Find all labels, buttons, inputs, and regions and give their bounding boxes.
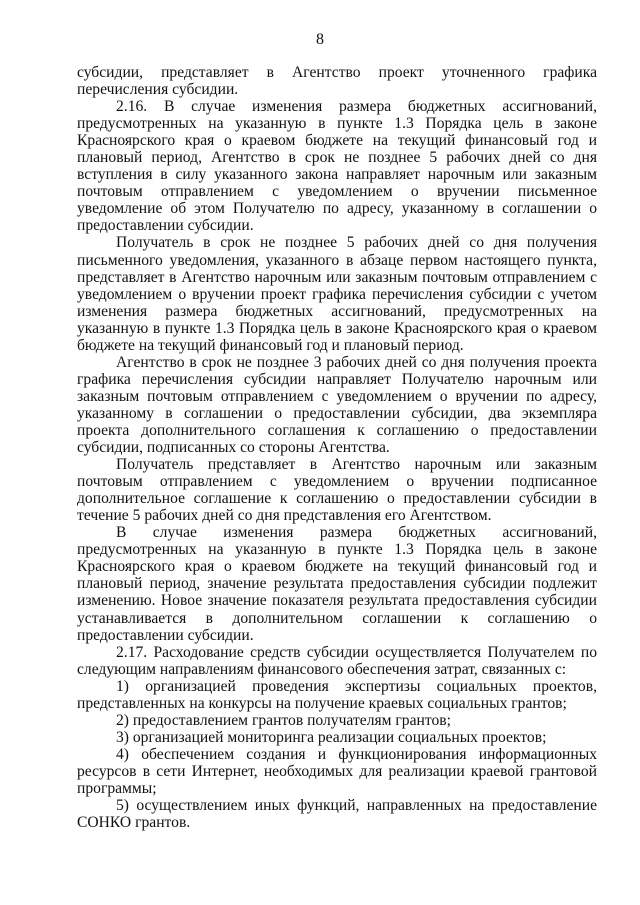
paragraph-recipient-schedule: Получатель в срок не позднее 5 рабочих дней со дня получения письменного уведомления, указанного в абзаце первом настоящего пункта, представляет в Агентство нарочным или заказным почтовым отправлением с уведомлением о вручении проект графика перечисления субсидии с учетом изменения размера бюджетных ассигнований, предусмотренных на указанную в пункте 1.3 Порядка цель в законе Красноярского края о краевом бюджете на текущий финансовый год и плановый период.	[77, 234, 597, 354]
list-item-4: 4) обеспечением создания и функционирования информационных ресурсов в сети Интернет, необходимых для реализации краевой грантовой программы;	[77, 745, 597, 797]
list-item-5: 5) осуществлением иных функций, направленных на предоставление СОНКО грантов.	[77, 797, 597, 832]
paragraph-continuation: субсидии, представляет в Агентство проект уточненного графика перечисления субсидии.	[77, 64, 597, 99]
page-number: 8	[316, 31, 324, 48]
list-item-3: 3) организацией мониторинга реализации социальных проектов;	[116, 728, 547, 746]
paragraph-agency-agreement: Агентство в срок не позднее 3 рабочих дней со дня получения проекта графика перечисления субсидии направляет Получателю нарочным или заказным почтовым отправлением с уведомлением о вручении по адресу, указанному в соглашении о предоставлении субсидии, два экземпляра проекта дополнительного соглашения к соглашению о предоставлении субсидии, подписанных со стороны Агентства.	[77, 353, 597, 457]
paragraph-2-16: 2.16. В случае изменения размера бюджетных ассигнований, предусмотренных на указанную в пункте 1.3 Порядка цель в законе Красноярского края о краевом бюджете на текущий финансовый год и плановый период, Агентство в срок не позднее 5 рабочих дней со дня вступления в силу указанного закона направляет нарочным или заказным почтовым отправлением с уведомлением о вручении письменное уведомление об этом Получателю по адресу, указанному в соглашении о предоставлении субсидии.	[77, 98, 597, 235]
paragraph-recipient-signed: Получатель представляет в Агентство нарочным или заказным почтовым отправлением с уведомлением о вручении подписанное дополнительное соглашение к соглашению о предоставлении субсидии в течение 5 рабочих дней со дня представления его Агентством.	[77, 456, 597, 525]
list-item-1: 1) организацией проведения экспертизы социальных проектов, представленных на конкурсы на получение краевых социальных грантов;	[77, 677, 597, 712]
list-item-2: 2) предоставлением грантов получателям грантов;	[116, 711, 451, 729]
paragraph-2-17: 2.17. Расходование средств субсидии осуществляется Получателем по следующим направлениям финансового обеспечения затрат, связанных с:	[77, 643, 597, 678]
document-body	[77, 64, 597, 831]
paragraph-result-change: В случае изменения размера бюджетных ассигнований, предусмотренных на указанную в пункте 1.3 Порядка цель в законе Красноярского края о краевом бюджете на текущий финансовый год и плановый период, значение результата предоставления субсидии подлежит изменению. Новое значение показателя результата предоставления субсидии устанавливается в дополнительном соглашении к соглашению о предоставлении субсидии.	[77, 524, 597, 644]
